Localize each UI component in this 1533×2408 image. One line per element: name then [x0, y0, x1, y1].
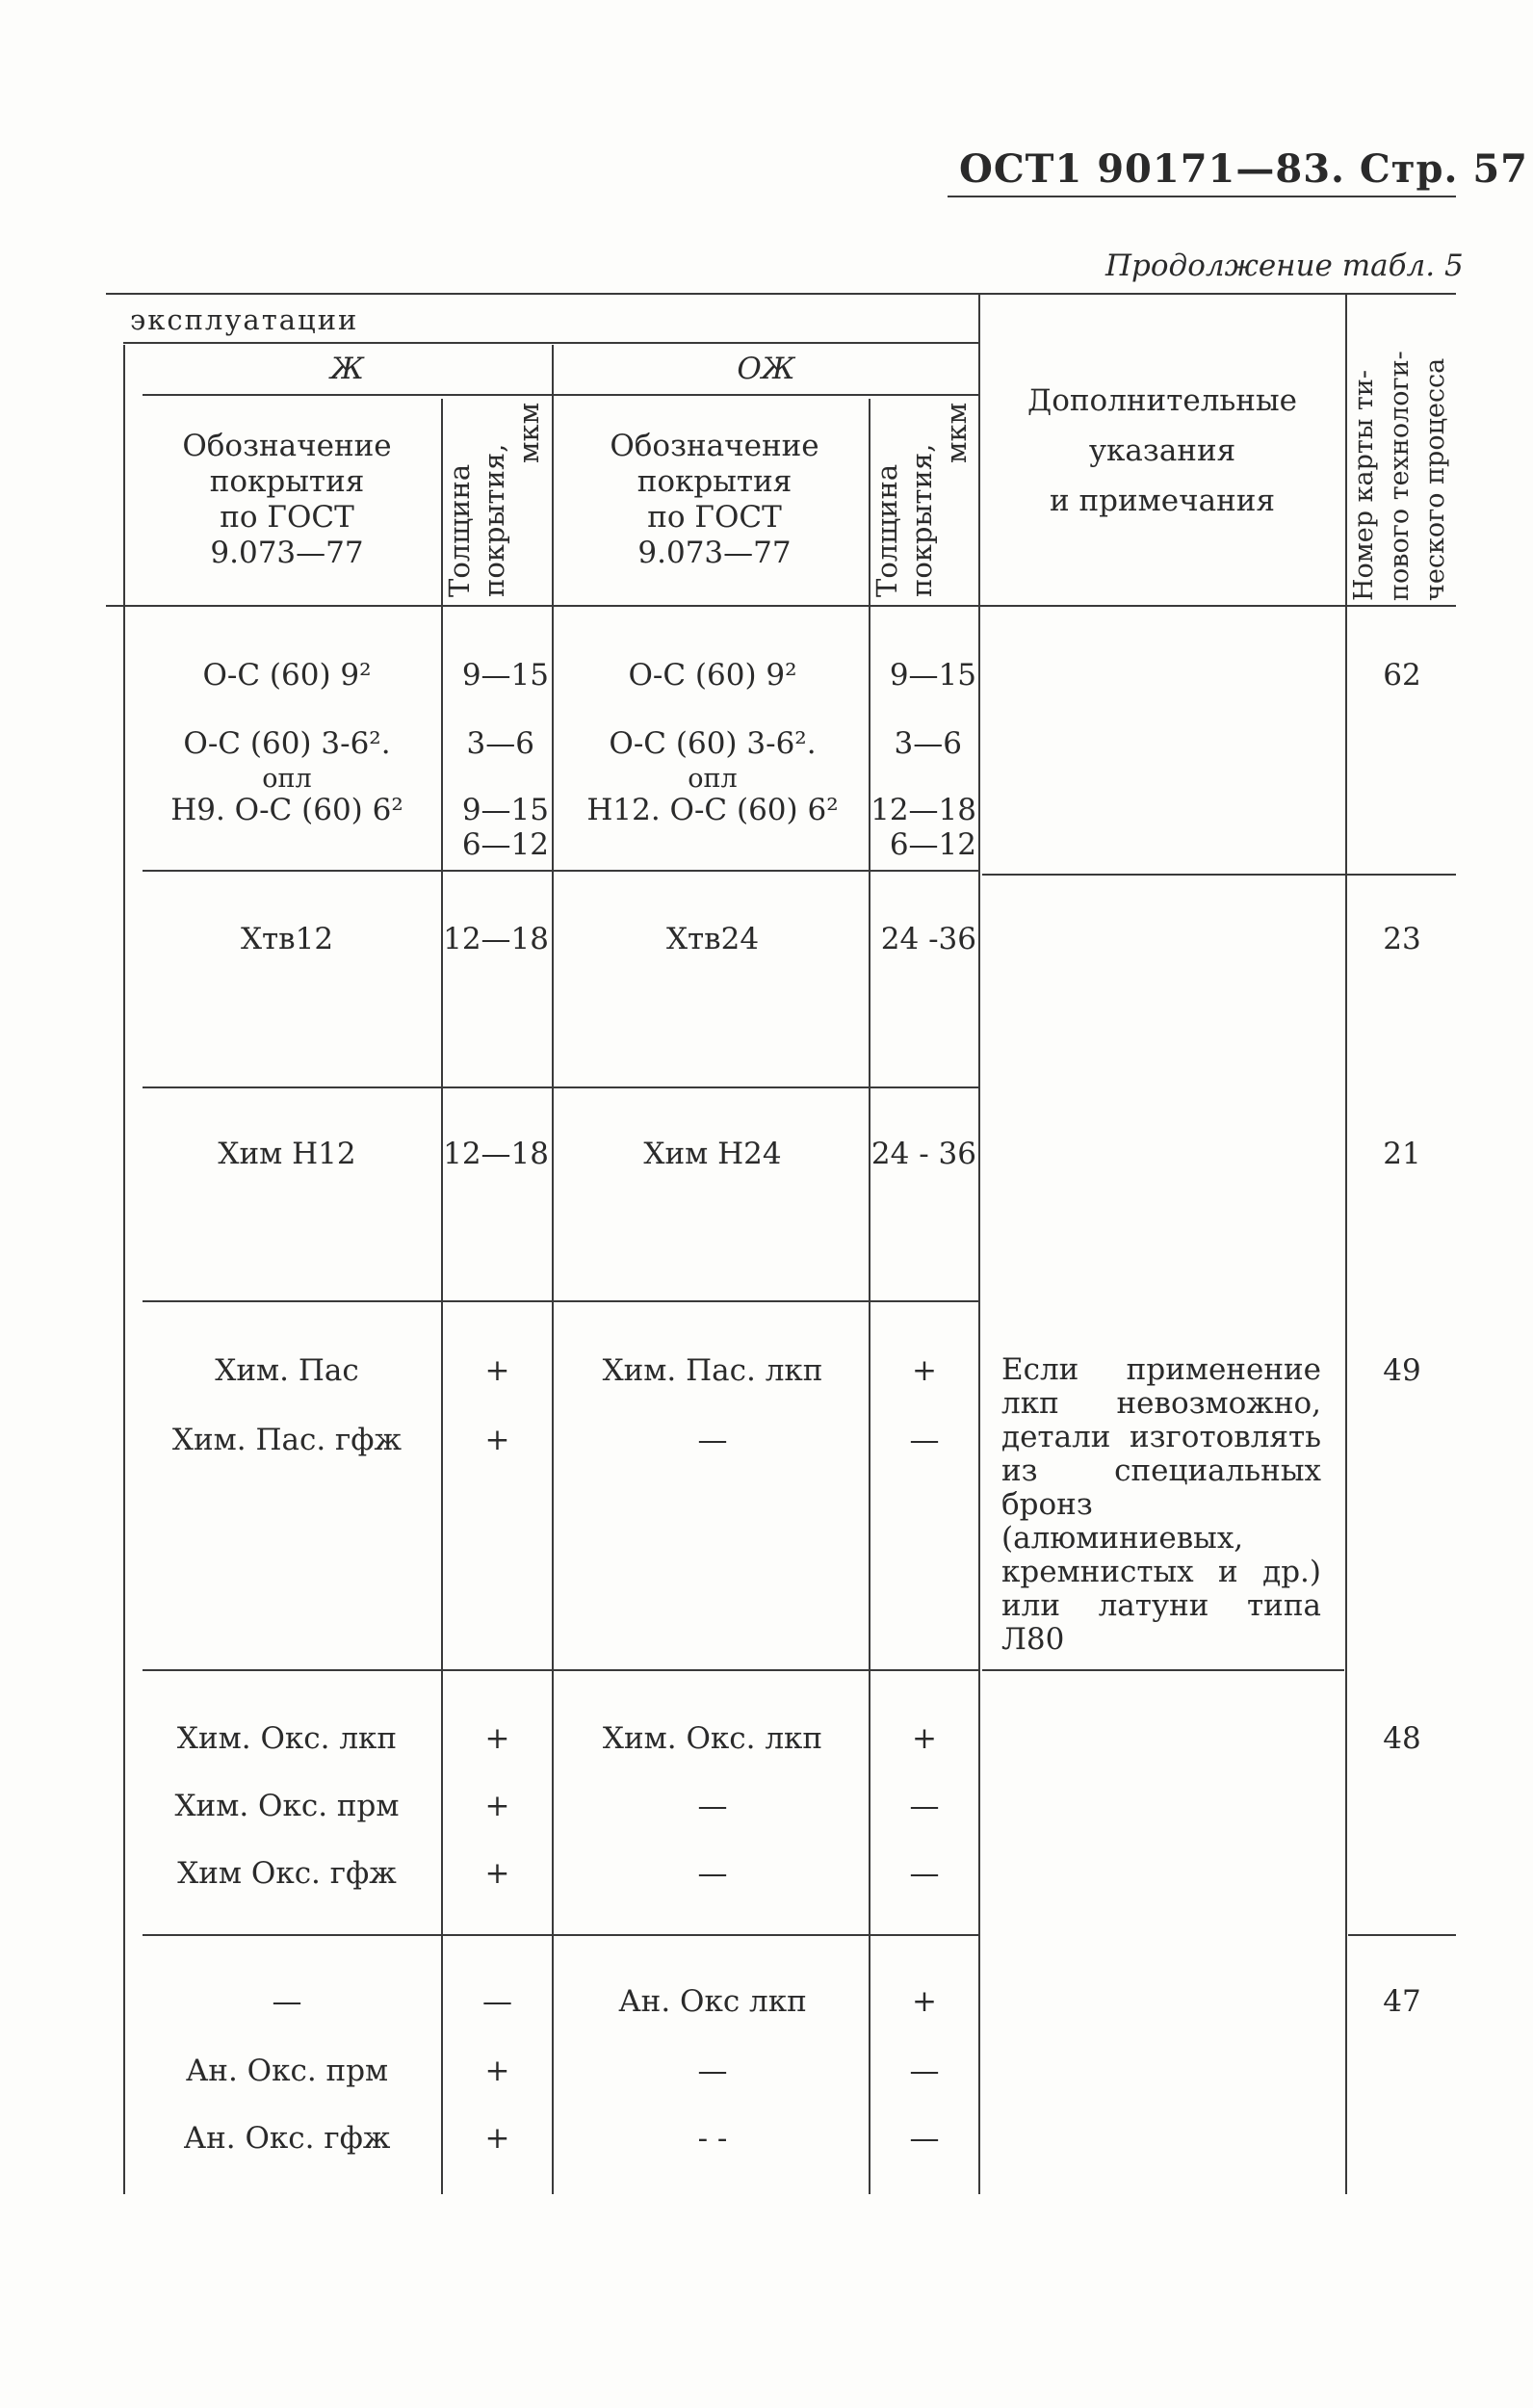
- zh-coating: О-С (60) 9²: [202, 658, 372, 693]
- ozh-thickness: 24 - 36: [870, 1137, 976, 1171]
- conditions-line: [123, 342, 978, 344]
- table-top-line: [106, 293, 1456, 295]
- zh-coating: Ан. Окс. прм: [185, 2054, 389, 2088]
- ozh-thickness: 12—18: [870, 793, 976, 827]
- ozh-coating: —: [697, 1856, 728, 1891]
- card-number: 62: [1383, 658, 1421, 693]
- header-ozh-designation: Обозначение покрытия по ГОСТ 9.073—77: [610, 429, 819, 570]
- zh-thickness: +: [484, 1856, 510, 1891]
- zh-coating: —: [272, 1984, 302, 2019]
- zh-thickness: 9—15: [461, 793, 549, 827]
- table-left-border: [123, 345, 125, 2194]
- zh-thickness: —: [482, 1984, 512, 2019]
- header-bottom-line: [106, 605, 1456, 607]
- col-divider-ozh-notes: [978, 293, 980, 2194]
- group-line: [143, 394, 978, 396]
- card-number: 23: [1383, 922, 1421, 956]
- ozh-thickness: +: [912, 1353, 937, 1388]
- row-separator: [982, 1669, 1344, 1671]
- zh-thickness: 12—18: [443, 922, 549, 956]
- zh-coating: Хтв12: [240, 922, 334, 956]
- row-separator: [143, 1669, 978, 1671]
- zh-coating: Хим Н12: [218, 1137, 356, 1171]
- ozh-coating: —: [697, 2054, 728, 2088]
- ozh-coating: Хим. Окс. лкп: [602, 1721, 823, 1756]
- zh-thickness: +: [484, 1423, 510, 1457]
- ozh-thickness: +: [912, 1984, 937, 2019]
- ozh-coating: Н12. О-С (60) 6²: [586, 793, 839, 827]
- zh-thickness: 3—6: [466, 726, 534, 761]
- zh-thickness: +: [484, 1353, 510, 1388]
- row-separator: [982, 874, 1456, 876]
- ozh-coating: Хим. Пас. лкп: [602, 1353, 823, 1388]
- zh-thickness: +: [484, 1789, 510, 1823]
- ozh-coating: опл: [688, 764, 738, 794]
- zh-coating: Хим. Пас: [215, 1353, 359, 1388]
- ozh-coating: Хтв24: [665, 922, 760, 956]
- zh-thickness: 12—18: [443, 1137, 549, 1171]
- ozh-coating: —: [697, 1423, 728, 1457]
- zh-thickness: +: [484, 2121, 510, 2156]
- additional-note: Если применение лкп невозможно, детали изготовлять из специальных бронз (алюминиевых, кремнистых и др.) или латуни типа Л80: [1001, 1352, 1321, 1657]
- zh-coating: Хим. Пас. гфж: [171, 1423, 403, 1457]
- col-divider-zh-ozh: [552, 345, 554, 2194]
- card-number: 21: [1383, 1137, 1421, 1171]
- ozh-coating: - -: [697, 2121, 728, 2156]
- ozh-thickness: —: [909, 1856, 940, 1891]
- ozh-coating: —: [697, 1789, 728, 1823]
- ozh-thickness: —: [909, 1789, 940, 1823]
- header-group-ozh: ОЖ: [737, 352, 795, 386]
- zh-thickness: 9—15: [461, 658, 549, 693]
- page-header-underline: [948, 196, 1456, 197]
- zh-coating: О-С (60) 3-6².: [183, 726, 391, 761]
- continuation-label: Продолжение табл. 5: [1105, 249, 1464, 283]
- header-conditions: эксплуатации: [130, 303, 359, 336]
- header-card-number: Номер карты ти- пового технологи- ческого процесса: [1349, 351, 1450, 601]
- card-number: 49: [1383, 1353, 1421, 1388]
- row-separator: [143, 1086, 978, 1088]
- row-separator: [143, 1934, 978, 1936]
- row-separator: [143, 870, 978, 872]
- row-separator: [1348, 1934, 1456, 1936]
- header-notes: Дополнительные указания и примечания: [1027, 383, 1297, 518]
- ozh-thickness: 9—15: [889, 658, 976, 693]
- ozh-coating: Хим Н24: [643, 1137, 782, 1171]
- card-number: 48: [1383, 1721, 1421, 1756]
- ozh-thickness: +: [912, 1721, 937, 1756]
- zh-thickness: +: [484, 1721, 510, 1756]
- zh-thickness: +: [484, 2054, 510, 2088]
- zh-coating: Хим. Окс. прм: [174, 1789, 400, 1823]
- zh-coating: Ан. Окс. гфж: [183, 2121, 391, 2156]
- header-ozh-thickness: Толщина покрытия, мкм: [870, 403, 973, 597]
- ozh-thickness: 6—12: [889, 827, 976, 862]
- zh-thickness: 6—12: [461, 827, 549, 862]
- ozh-coating: Ан. Окс лкп: [618, 1984, 807, 2019]
- ozh-thickness: —: [909, 1423, 940, 1457]
- zh-coating: опл: [262, 764, 312, 794]
- zh-coating: Хим. Окс. лкп: [176, 1721, 398, 1756]
- ozh-thickness: 3—6: [894, 726, 962, 761]
- header-zh-designation: Обозначение покрытия по ГОСТ 9.073—77: [182, 429, 392, 570]
- ozh-coating: О-С (60) 9²: [628, 658, 797, 693]
- ozh-thickness: —: [909, 2054, 940, 2088]
- zh-coating: Н9. О-С (60) 6²: [170, 793, 403, 827]
- zh-coating: Хим Окс. гфж: [177, 1856, 397, 1891]
- header-zh-thickness: Толщина покрытия, мкм: [443, 403, 545, 597]
- ozh-thickness: 24 -36: [880, 922, 976, 956]
- page-header: ОСТ1 90171—83. Стр. 57: [959, 146, 1528, 192]
- ozh-coating: О-С (60) 3-6².: [609, 726, 817, 761]
- ozh-thickness: —: [909, 2121, 940, 2156]
- header-group-zh: Ж: [330, 352, 364, 386]
- card-number: 47: [1383, 1984, 1421, 2019]
- row-separator: [143, 1300, 978, 1302]
